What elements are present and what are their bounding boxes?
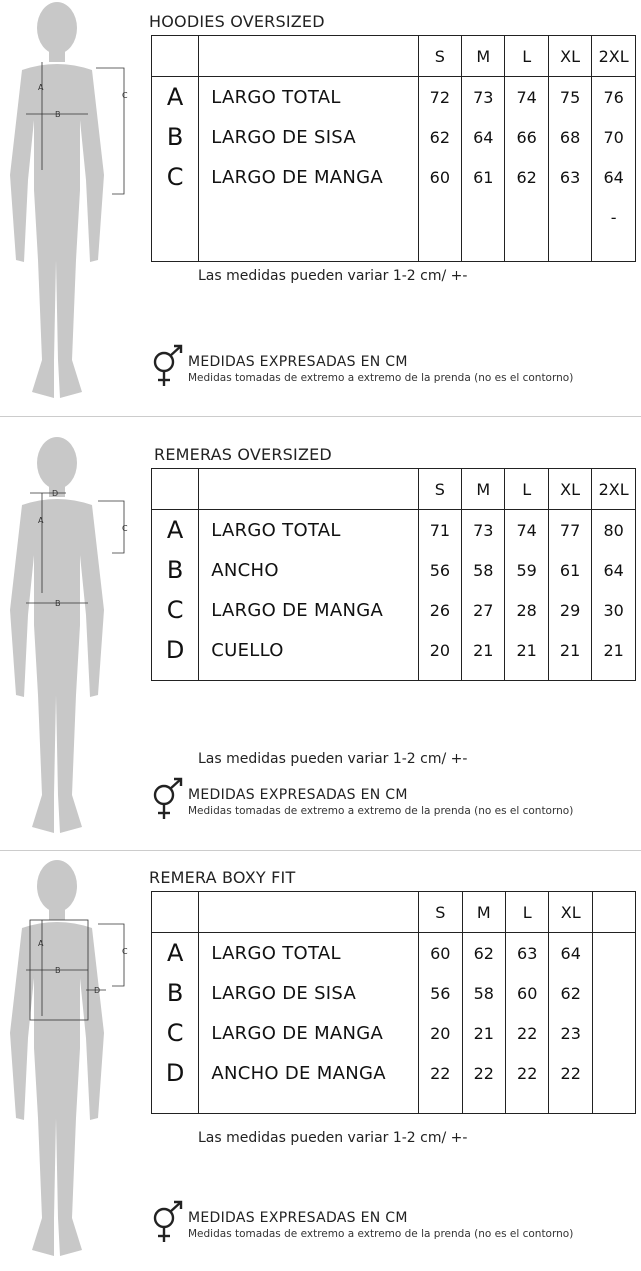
measure-value: 61 bbox=[462, 157, 505, 197]
measure-value: 21 bbox=[462, 630, 505, 670]
measure-letter bbox=[152, 197, 199, 237]
measure-value: 22 bbox=[419, 1053, 462, 1093]
measure-value: 75 bbox=[548, 77, 591, 118]
measure-value: 22 bbox=[506, 1013, 549, 1053]
measure-value bbox=[592, 973, 635, 1013]
measure-value: 71 bbox=[418, 510, 461, 551]
measure-value: 21 bbox=[548, 630, 591, 670]
figure-label-b: B bbox=[55, 110, 61, 119]
size-header: XL bbox=[549, 892, 592, 933]
variation-note: Las medidas pueden variar 1-2 cm/ +- bbox=[198, 268, 468, 284]
size-header: S bbox=[419, 892, 462, 933]
table-row bbox=[152, 973, 636, 1013]
measure-label: LARGO DE MANGA bbox=[199, 1013, 419, 1053]
measure-value: 62 bbox=[418, 117, 461, 157]
size-table bbox=[151, 35, 636, 262]
measure-value: 76 bbox=[592, 77, 636, 118]
measure-value: 60 bbox=[506, 973, 549, 1013]
measure-letter: C bbox=[166, 163, 184, 191]
size-header bbox=[592, 892, 635, 933]
section-divider bbox=[0, 416, 641, 417]
size-header: 2XL bbox=[592, 36, 636, 77]
size-header: XL bbox=[548, 469, 591, 510]
figure-label-b: B bbox=[55, 599, 61, 608]
gender-symbol-icon bbox=[150, 1200, 186, 1246]
section-title: REMERA BOXY FIT bbox=[149, 868, 296, 887]
measure-value: 64 bbox=[462, 117, 505, 157]
measure-letter: D bbox=[165, 1059, 185, 1087]
size-header: M bbox=[462, 36, 505, 77]
measure-label: LARGO DE SISA bbox=[199, 117, 418, 157]
variation-note: Las medidas pueden variar 1-2 cm/ +- bbox=[198, 1130, 468, 1146]
section-remera-boxy-fit bbox=[0, 856, 641, 1271]
measure-label: LARGO TOTAL bbox=[199, 77, 418, 118]
measure-value: 74 bbox=[505, 510, 548, 551]
measure-letter: D bbox=[165, 636, 185, 664]
measure-value: 28 bbox=[505, 590, 548, 630]
measure-value: 59 bbox=[505, 550, 548, 590]
table-row bbox=[152, 157, 636, 197]
measure-value bbox=[548, 197, 591, 237]
units-block bbox=[150, 777, 641, 825]
measure-letter: C bbox=[166, 1019, 184, 1047]
measure-label: ANCHO bbox=[199, 550, 418, 590]
measure-value: 62 bbox=[505, 157, 548, 197]
table-row bbox=[152, 630, 636, 670]
units-title: MEDIDAS EXPRESADAS EN CM bbox=[188, 787, 408, 803]
size-header: M bbox=[462, 469, 505, 510]
figure-label-d: D bbox=[94, 986, 101, 995]
table-row bbox=[152, 1053, 636, 1093]
measure-label: LARGO TOTAL bbox=[199, 510, 418, 551]
table-row bbox=[152, 117, 636, 157]
measure-value bbox=[462, 197, 505, 237]
measure-value: 20 bbox=[419, 1013, 462, 1053]
measure-value: 64 bbox=[592, 157, 636, 197]
body-figure-illustration bbox=[0, 856, 140, 1266]
section-hoodies bbox=[0, 0, 641, 416]
table-row bbox=[152, 590, 636, 630]
measure-value bbox=[592, 933, 635, 974]
figure-label-a: A bbox=[38, 83, 44, 92]
section-divider bbox=[0, 850, 641, 851]
gender-symbol-icon bbox=[150, 777, 186, 823]
measure-value: 73 bbox=[462, 510, 505, 551]
measure-value bbox=[418, 197, 461, 237]
measure-letter: B bbox=[166, 556, 184, 584]
section-remeras-oversized bbox=[0, 433, 641, 849]
gender-symbol-icon bbox=[150, 344, 186, 390]
units-title: MEDIDAS EXPRESADAS EN CM bbox=[188, 1210, 408, 1226]
measure-value: 56 bbox=[418, 550, 461, 590]
size-header: L bbox=[505, 469, 548, 510]
units-subtitle: Medidas tomadas de extremo a extremo de la prenda (no es el contorno) bbox=[188, 805, 574, 817]
measure-value: 68 bbox=[548, 117, 591, 157]
measure-label: LARGO TOTAL bbox=[199, 933, 419, 974]
measure-value: - bbox=[592, 197, 636, 237]
body-figure-illustration bbox=[0, 433, 140, 843]
measure-value: 77 bbox=[548, 510, 591, 551]
measure-value: 26 bbox=[418, 590, 461, 630]
size-header: L bbox=[505, 36, 548, 77]
measure-value: 66 bbox=[505, 117, 548, 157]
figure-label-b: B bbox=[55, 966, 61, 975]
table-row bbox=[152, 197, 636, 237]
figure-label-a: A bbox=[38, 939, 44, 948]
measure-value: 58 bbox=[462, 550, 505, 590]
measure-value: 21 bbox=[462, 1013, 505, 1053]
measure-label: CUELLO bbox=[199, 630, 418, 670]
measure-value: 22 bbox=[549, 1053, 592, 1093]
measure-value bbox=[505, 197, 548, 237]
measure-letter: A bbox=[166, 939, 184, 967]
units-subtitle: Medidas tomadas de extremo a extremo de la prenda (no es el contorno) bbox=[188, 1228, 574, 1240]
size-table bbox=[151, 468, 636, 681]
measure-value: 62 bbox=[549, 973, 592, 1013]
measure-value: 22 bbox=[462, 1053, 505, 1093]
table-row bbox=[152, 1013, 636, 1053]
measure-label: LARGO DE MANGA bbox=[199, 590, 418, 630]
size-header: L bbox=[506, 892, 549, 933]
figure-label-d: D bbox=[52, 489, 59, 498]
size-header: 2XL bbox=[592, 469, 636, 510]
figure-label-c: C bbox=[122, 524, 128, 533]
measure-value: 60 bbox=[419, 933, 462, 974]
measure-value: 21 bbox=[505, 630, 548, 670]
body-figure-illustration bbox=[0, 0, 140, 410]
measure-value: 72 bbox=[418, 77, 461, 118]
table-row bbox=[152, 510, 636, 551]
measure-value: 30 bbox=[592, 590, 636, 630]
measure-value: 62 bbox=[462, 933, 505, 974]
section-title: HOODIES OVERSIZED bbox=[149, 12, 325, 31]
measure-value: 63 bbox=[506, 933, 549, 974]
measure-value: 21 bbox=[592, 630, 636, 670]
figure-label-c: C bbox=[122, 947, 128, 956]
measure-value: 56 bbox=[419, 973, 462, 1013]
measure-value: 20 bbox=[418, 630, 461, 670]
measure-label: LARGO DE SISA bbox=[199, 973, 419, 1013]
measure-value: 23 bbox=[549, 1013, 592, 1053]
measure-value: 61 bbox=[548, 550, 591, 590]
measure-value: 22 bbox=[506, 1053, 549, 1093]
measure-value: 60 bbox=[418, 157, 461, 197]
variation-note: Las medidas pueden variar 1-2 cm/ +- bbox=[198, 751, 468, 767]
size-table bbox=[151, 891, 636, 1114]
section-title: REMERAS OVERSIZED bbox=[154, 445, 332, 464]
measure-value bbox=[592, 1053, 635, 1093]
measure-value: 27 bbox=[462, 590, 505, 630]
measure-label: LARGO DE MANGA bbox=[199, 157, 418, 197]
units-block bbox=[150, 344, 641, 392]
table-row bbox=[152, 550, 636, 590]
table-row bbox=[152, 933, 636, 974]
measure-letter: C bbox=[166, 596, 184, 624]
figure-label-c: C bbox=[122, 91, 128, 100]
measure-value: 74 bbox=[505, 77, 548, 118]
size-header: S bbox=[418, 469, 461, 510]
measure-value: 73 bbox=[462, 77, 505, 118]
measure-value: 70 bbox=[592, 117, 636, 157]
measure-value: 58 bbox=[462, 973, 505, 1013]
units-block bbox=[150, 1200, 641, 1248]
measure-label bbox=[199, 197, 418, 237]
units-subtitle: Medidas tomadas de extremo a extremo de la prenda (no es el contorno) bbox=[188, 372, 574, 384]
size-header: XL bbox=[548, 36, 591, 77]
measure-letter: B bbox=[166, 123, 184, 151]
measure-letter: B bbox=[166, 979, 184, 1007]
figure-label-a: A bbox=[38, 516, 44, 525]
measure-value: 63 bbox=[548, 157, 591, 197]
measure-value: 29 bbox=[548, 590, 591, 630]
measure-value: 80 bbox=[592, 510, 636, 551]
table-row bbox=[152, 77, 636, 118]
measure-letter: A bbox=[166, 516, 184, 544]
size-header: S bbox=[418, 36, 461, 77]
measure-value: 64 bbox=[549, 933, 592, 974]
size-header: M bbox=[462, 892, 505, 933]
measure-value bbox=[592, 1013, 635, 1053]
measure-value: 64 bbox=[592, 550, 636, 590]
units-title: MEDIDAS EXPRESADAS EN CM bbox=[188, 354, 408, 370]
measure-letter: A bbox=[166, 83, 184, 111]
measure-label: ANCHO DE MANGA bbox=[199, 1053, 419, 1093]
